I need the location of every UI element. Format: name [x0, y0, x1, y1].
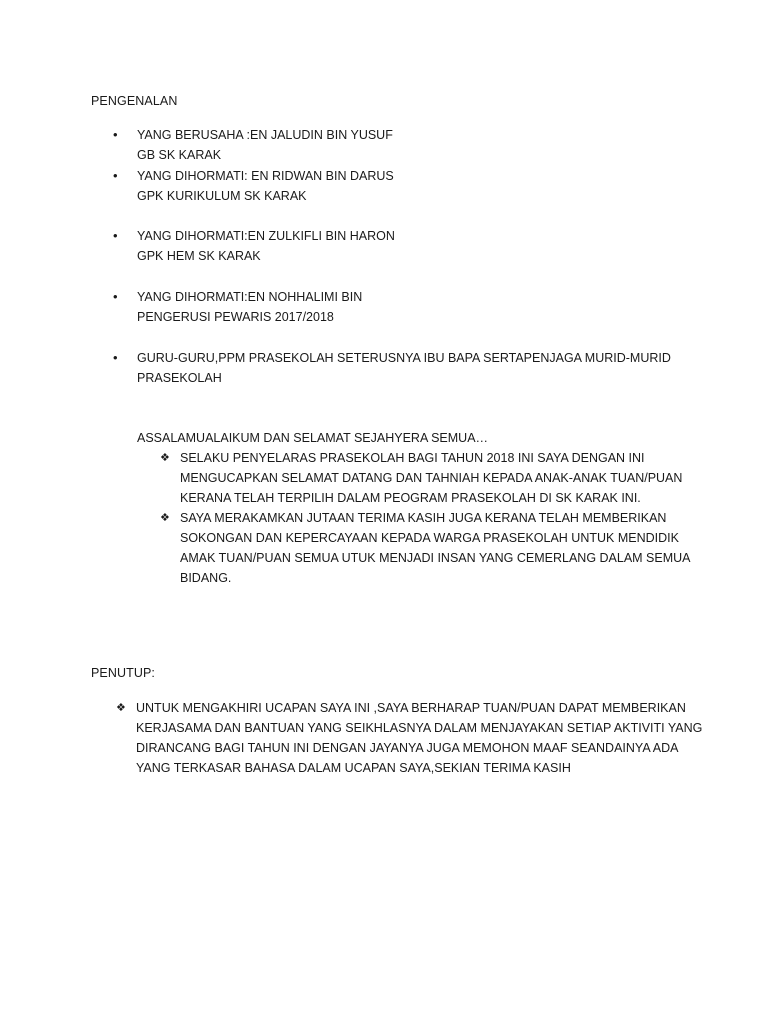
bullet-line: GPK KURIKULUM SK KARAK: [137, 189, 307, 203]
point-line: UNTUK MENGAKHIRI UCAPAN SAYA INI ,SAYA BERHARAP TUAN/PUAN DAPAT MEMBERIKAN: [136, 701, 686, 715]
diamond-bullet-icon: ❖: [116, 702, 126, 714]
point-line: KERJASAMA DAN BANTUAN YANG SEIKHLASNYA DALAM MENJAYAKAN SETIAP AKTIVITI YANG: [136, 721, 703, 735]
bullet-icon: •: [113, 289, 118, 304]
bullet-text: [137, 226, 395, 266]
bullet-line: YANG DIHORMATI:EN ZULKIFLI BIN HARON: [137, 229, 395, 243]
point-line: DIRANCANG BAGI TAHUN INI DENGAN JAYANYA JUGA MEMOHON MAAF SEANDAINYA ADA: [136, 741, 679, 755]
point-text: [180, 508, 691, 588]
closing-heading: PENUTUP:: [91, 666, 156, 680]
point-line: AMAK TUAN/PUAN SEMUA UTUK MENJADI INSAN YANG CEMERLANG DALAM SEMUA: [180, 551, 691, 565]
bullet-icon: •: [113, 127, 118, 142]
point-text: [136, 698, 702, 778]
bullet-line: PENGERUSI PEWARIS 2017/2018: [137, 310, 334, 324]
bullet-line: GURU-GURU,PPM PRASEKOLAH SETERUSNYA IBU BAPA SERTAPENJAGA MURID-MURID: [137, 351, 671, 365]
bullet-text: [137, 125, 393, 165]
bullet-line: GPK HEM SK KARAK: [137, 249, 261, 263]
point-line: BIDANG.: [180, 571, 232, 585]
point-line: SELAKU PENYELARAS PRASEKOLAH BAGI TAHUN 2018 INI SAYA DENGAN INI: [180, 451, 645, 465]
bullet-icon: •: [113, 350, 118, 365]
bullet-text: [137, 348, 671, 388]
bullet-text: [137, 287, 362, 327]
greeting-text: ASSALAMUALAIKUM DAN SELAMAT SEJAHYERA SEMUA…: [137, 431, 489, 445]
bullet-icon: •: [113, 168, 118, 183]
diamond-bullet-icon: ❖: [160, 512, 170, 524]
bullet-icon: •: [113, 228, 118, 243]
point-line: YANG TERKASAR BAHASA DALAM UCAPAN SAYA,SEKIAN TERIMA KASIH: [136, 761, 571, 775]
bullet-line: YANG BERUSAHA :EN JALUDIN BIN YUSUF: [137, 128, 393, 142]
diamond-bullet-icon: ❖: [160, 452, 170, 464]
point-text: [180, 448, 682, 508]
intro-heading: PENGENALAN: [91, 94, 178, 108]
bullet-text: [137, 166, 394, 206]
point-line: SOKONGAN DAN KEPERCAYAAN KEPADA WARGA PRASEKOLAH UNTUK MENDIDIK: [180, 531, 679, 545]
bullet-line: YANG DIHORMATI: EN RIDWAN BIN DARUS: [137, 169, 394, 183]
point-line: MENGUCAPKAN SELAMAT DATANG DAN TAHNIAH KEPADA ANAK-ANAK TUAN/PUAN: [180, 471, 683, 485]
bullet-line: YANG DIHORMATI:EN NOHHALIMI BIN: [137, 290, 363, 304]
point-line: SAYA MERAKAMKAN JUTAAN TERIMA KASIH JUGA KERANA TELAH MEMBERIKAN: [180, 511, 667, 525]
bullet-line: PRASEKOLAH: [137, 371, 222, 385]
bullet-line: GB SK KARAK: [137, 148, 222, 162]
point-line: KERANA TELAH TERPILIH DALAM PEOGRAM PRASEKOLAH DI SK KARAK INI.: [180, 491, 641, 505]
